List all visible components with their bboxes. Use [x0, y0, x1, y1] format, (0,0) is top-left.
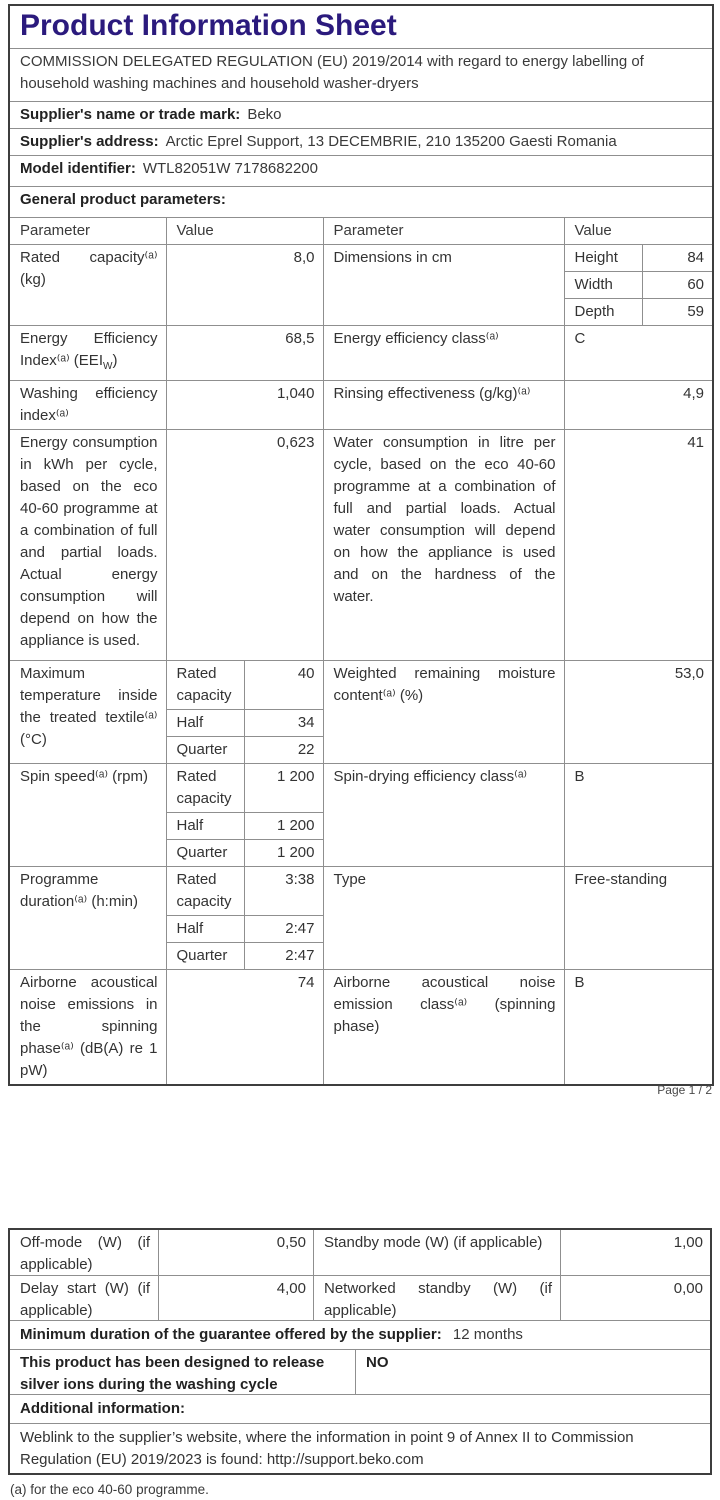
- param-off-mode: Off-mode (W) (if applicable): [20, 1234, 150, 1273]
- param-spin-drying-class: Spin-drying efficiency class⁽ᵃ⁾: [323, 764, 564, 867]
- value-energy-efficiency-class: C: [564, 326, 713, 381]
- param-noise-emissions: Airborne acoustical noise emissions in the spinning phase⁽ᵃ⁾ (dB(A) re 1 pW): [9, 970, 166, 1086]
- general-parameters-heading: General product parameters:: [9, 187, 713, 218]
- sub-label-quarter: Quarter: [166, 840, 244, 867]
- value-energy-consumption: 0,623: [166, 430, 323, 661]
- column-header-parameter-2: Parameter: [323, 218, 564, 245]
- sub-value-rated-capacity: 3:38: [244, 867, 323, 916]
- sub-value-quarter: 2:47: [244, 943, 323, 970]
- table-row: [9, 187, 713, 218]
- param-remaining-moisture: Weighted remaining moisture content⁽ᵃ⁾ (%): [323, 661, 564, 764]
- page-indicator: Page 1 / 2: [657, 1083, 712, 1097]
- silver-ions-value: NO: [355, 1350, 710, 1394]
- param-type: Type: [323, 867, 564, 970]
- model-identifier-value: WTL82051W 7178682200: [142, 160, 318, 177]
- title-cell: [9, 5, 713, 49]
- value-washing-efficiency-index: 1,040: [166, 381, 323, 430]
- param-water-consumption: Water consumption in litre per cycle, based on the eco 40-60 programme at a combination of full and partial loads. Actual water consumption will depend on how the appliance is used and on the hardness of the water.: [323, 430, 564, 661]
- sub-value-half: 1 200: [244, 813, 323, 840]
- model-identifier-label: Model identifier:: [20, 160, 136, 177]
- silver-ions-statement: This product has been designed to release silver ions during the washing cycle: [20, 1354, 325, 1393]
- table-row: [10, 1394, 710, 1423]
- value-off-mode: 0,50: [158, 1230, 313, 1275]
- weblink-url: http://support.beko.com: [266, 1451, 424, 1468]
- guarantee-label: Minimum duration of the guarantee offered by the supplier:: [20, 1326, 442, 1343]
- dimension-label-depth: Depth: [564, 299, 642, 326]
- sub-label-half: Half: [166, 813, 244, 840]
- table-row: [9, 326, 713, 381]
- table-row: [9, 970, 713, 1086]
- model-identifier-row: [9, 156, 713, 187]
- dimension-label-width: Width: [564, 272, 642, 299]
- param-washing-efficiency-index: Washing efficiency index⁽ᵃ⁾: [9, 381, 166, 430]
- sub-value-half: 2:47: [244, 916, 323, 943]
- param-delay-start: Delay start (W) (if applicable): [20, 1280, 150, 1319]
- table-row: [9, 661, 713, 710]
- table-row: [9, 245, 713, 272]
- regulation-text: COMMISSION DELEGATED REGULATION (EU) 2019/2014 with regard to energy labelling of household washing machines and household washer-dryers: [9, 49, 713, 102]
- table-row: [9, 156, 713, 187]
- value-spin-drying-class: B: [564, 764, 713, 867]
- supplier-name-row: [9, 102, 713, 129]
- table-row: [9, 381, 713, 430]
- power-modes-table: [8, 1228, 712, 1475]
- sub-label-rated-capacity: Rated capacity: [166, 661, 244, 710]
- param-energy-consumption: Energy consumption in kWh per cycle, based on the eco 40-60 programme at a combination of full and partial loads. Actual energy consumption will depend on how the appliance is used.: [9, 430, 166, 661]
- dimension-label-height: Height: [564, 245, 642, 272]
- value-standby-mode: 1,00: [560, 1230, 710, 1275]
- sub-label-quarter: Quarter: [166, 943, 244, 970]
- sub-label-half: Half: [166, 916, 244, 943]
- table-row: [9, 764, 713, 813]
- supplier-name-label: Supplier's name or trade mark:: [20, 106, 241, 123]
- value-delay-start: 4,00: [158, 1276, 313, 1320]
- sub-value-rated-capacity: 40: [244, 661, 323, 710]
- guarantee-row: [10, 1321, 533, 1349]
- sub-value-quarter: 22: [244, 737, 323, 764]
- value-water-consumption: 41: [564, 430, 713, 661]
- footnote-eco-programme: (a) for the eco 40-60 programme.: [10, 1482, 209, 1497]
- sub-value-rated-capacity: 1 200: [244, 764, 323, 813]
- column-header-value-2: Value: [564, 218, 713, 245]
- table-row: [9, 102, 713, 129]
- sub-label-rated-capacity: Rated capacity: [166, 867, 244, 916]
- sub-label-quarter: Quarter: [166, 737, 244, 764]
- value-noise-emissions: 74: [166, 970, 323, 1086]
- sub-value-quarter: 1 200: [244, 840, 323, 867]
- table-row: [9, 867, 713, 916]
- table-row: [9, 5, 713, 49]
- param-standby-mode: Standby mode (W) (if applicable): [313, 1230, 560, 1275]
- value-rinsing-effectiveness: 4,9: [564, 381, 713, 430]
- table-row: [9, 129, 713, 156]
- param-programme-duration: Programme duration⁽ᵃ⁾ (h:min): [9, 867, 166, 970]
- eei-subscript: W: [102, 361, 113, 372]
- sub-label-half: Half: [166, 710, 244, 737]
- dimension-value-height: 84: [642, 245, 713, 272]
- param-energy-efficiency-index: Energy Efficiency Index⁽ᵃ⁾ $(EEI_W)$: [9, 326, 166, 381]
- supplier-name-value: Beko: [247, 106, 282, 123]
- value-energy-efficiency-index: 68,5: [166, 326, 323, 381]
- param-rinsing-effectiveness: Rinsing effectiveness (g/kg)⁽ᵃ⁾: [323, 381, 564, 430]
- param-spin-speed: Spin speed⁽ᵃ⁾ (rpm): [9, 764, 166, 867]
- sub-label-rated-capacity: Rated capacity: [166, 764, 244, 813]
- supplier-address-row: [9, 129, 713, 156]
- param-dimensions: Dimensions in cm: [323, 245, 564, 326]
- table-row: [10, 1349, 710, 1394]
- param-noise-class: Airborne acoustical noise emission class⁽ᵃ⁾ (spinning phase): [323, 970, 564, 1086]
- weblink-row: [10, 1424, 710, 1473]
- value-remaining-moisture: 53,0: [564, 661, 713, 764]
- param-energy-efficiency-class: Energy efficiency class⁽ᵃ⁾: [323, 326, 564, 381]
- value-noise-class: B: [564, 970, 713, 1086]
- table-row: [10, 1230, 710, 1275]
- value-rated-capacity: 8,0: [166, 245, 323, 326]
- table-row: [10, 1423, 710, 1473]
- additional-information-heading: Additional information:: [20, 1400, 185, 1417]
- param-networked-standby: Networked standby (W) (if applicable): [313, 1276, 560, 1320]
- table-row: [10, 1275, 710, 1320]
- column-header-parameter-1: Parameter: [9, 218, 166, 245]
- weblink-text: Weblink to the supplier’s website, where the information in point 9 of Annex II to Commission Regulation (EU) 2019/2023 is found:: [20, 1429, 634, 1468]
- value-networked-standby: 0,00: [560, 1276, 710, 1320]
- table-row: [9, 49, 713, 102]
- sub-value-half: 34: [244, 710, 323, 737]
- table-header-row: [9, 218, 713, 245]
- guarantee-value: 12 months: [452, 1326, 523, 1343]
- value-type: Free-standing: [564, 867, 713, 970]
- page-title: Product Information Sheet: [20, 9, 397, 42]
- dimension-value-width: 60: [642, 272, 713, 299]
- param-max-temperature: Maximum temperature inside the treated textile⁽ᵃ⁾ (°C): [9, 661, 166, 764]
- dimension-value-depth: 59: [642, 299, 713, 326]
- param-rated-capacity: Rated capacity⁽ᵃ⁾ (kg): [9, 245, 166, 326]
- table-row: [10, 1320, 710, 1349]
- supplier-address-label: Supplier's address:: [20, 133, 159, 150]
- column-header-value-1: Value: [166, 218, 323, 245]
- supplier-address-value: Arctic Eprel Support, 13 DECEMBRIE, 210 135200 Gaesti Romania: [165, 133, 617, 150]
- product-info-table: [8, 4, 714, 1086]
- table-row: [9, 430, 713, 661]
